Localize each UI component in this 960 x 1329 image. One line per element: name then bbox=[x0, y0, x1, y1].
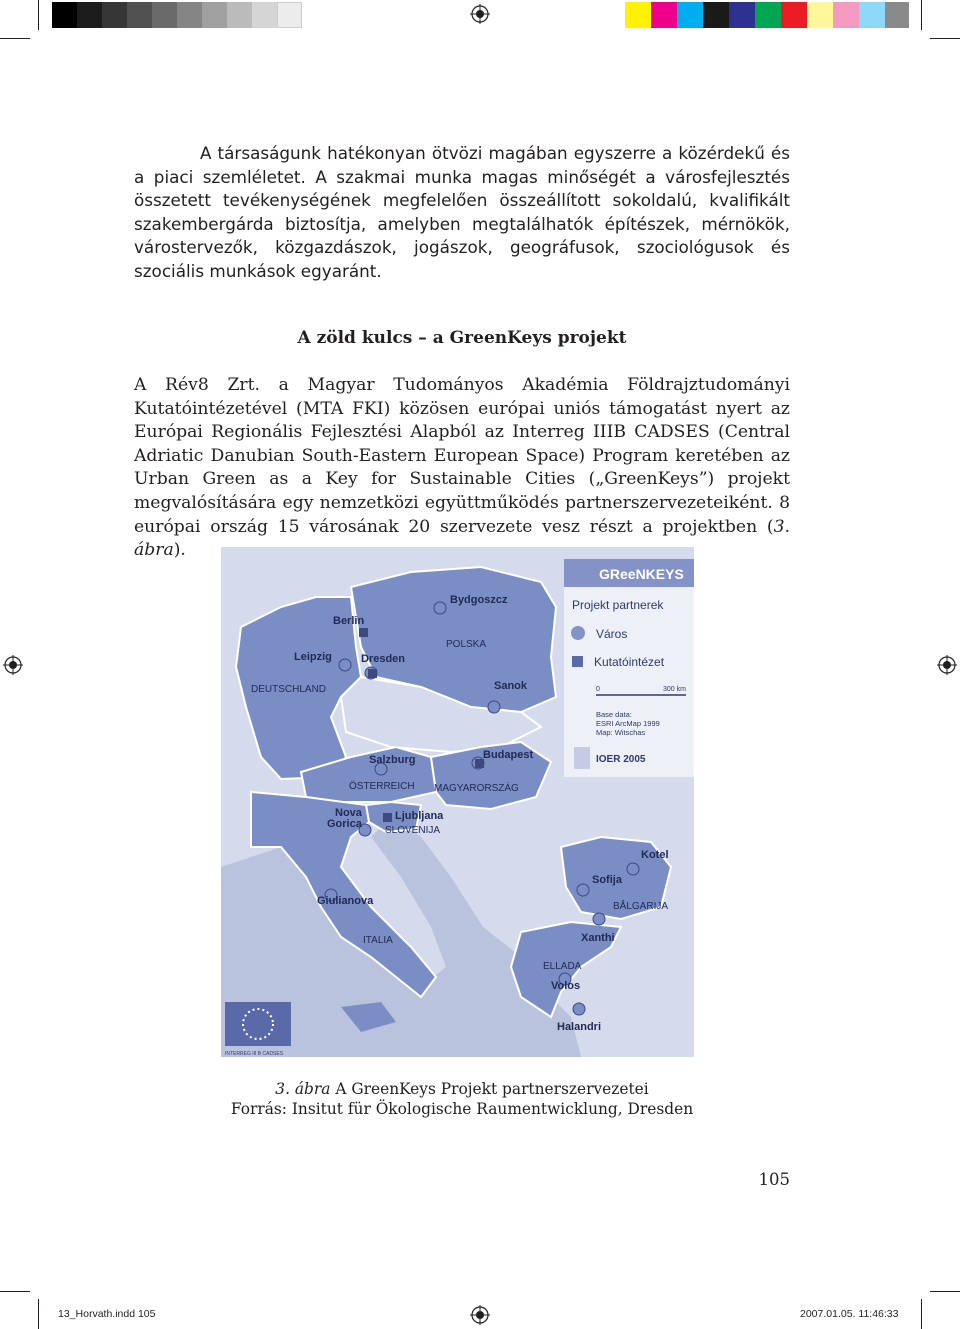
color-swatch bbox=[729, 2, 755, 28]
gray-swatch bbox=[52, 2, 77, 28]
gray-swatch bbox=[77, 2, 102, 28]
gray-swatch bbox=[152, 2, 177, 28]
color-swatch bbox=[833, 2, 859, 28]
ioer-label: IOER 2005 bbox=[596, 754, 646, 765]
page-number: 105 bbox=[758, 1170, 790, 1189]
city-leipzig: Leipzig bbox=[294, 651, 332, 663]
gray-swatch bbox=[102, 2, 127, 28]
crop-mark bbox=[921, 1299, 922, 1329]
city-xanthi: Xanthi bbox=[581, 932, 615, 944]
country-slovenia: SLOVENIJA bbox=[385, 825, 441, 836]
greenkeys-partner-map bbox=[221, 547, 694, 1057]
city-marker bbox=[577, 884, 589, 896]
legend-city-label: Város bbox=[596, 627, 628, 641]
color-swatch bbox=[755, 2, 781, 28]
registration-mark-icon bbox=[3, 655, 23, 675]
city-budapest: Budapest bbox=[483, 749, 534, 761]
institute-marker bbox=[368, 669, 377, 678]
institute-legend-icon bbox=[572, 656, 583, 667]
city-sanok: Sanok bbox=[494, 680, 528, 692]
country-greece: ELLADA bbox=[543, 961, 582, 972]
intro-paragraph: A társaságunk hatékonyan ötvözi magában egyszerre a közérdekű és a piaci szemléletet. A szakmai munka magas minőségét a városfejlesztés összetett tevékenységének megfelelően összeállított sokoldalú, kvalifikált szakembergárda biztosítja, amelyben megtalálhatók építészek, mérnökök, várostervezők, közgazdászok, jogászok, geográfusok, szociológusok és szociális munkások egyaránt. bbox=[134, 143, 790, 281]
gray-swatch bbox=[177, 2, 202, 28]
slug-file: 13_Horvath.indd 105 bbox=[58, 1308, 156, 1320]
registration-mark-icon bbox=[937, 655, 957, 675]
crop-mark bbox=[0, 1291, 30, 1292]
project-paragraph bbox=[134, 374, 790, 563]
city-bydgoszcz: Bydgoszcz bbox=[450, 594, 508, 606]
city-giulianova: Giulianova bbox=[317, 895, 374, 907]
country-austria: ÖSTERREICH bbox=[349, 781, 415, 792]
figure-caption bbox=[134, 1080, 790, 1098]
city-marker bbox=[573, 1003, 585, 1015]
color-swatch bbox=[859, 2, 885, 28]
figure-reference: 3. ábra bbox=[134, 516, 790, 561]
city-halandri: Halandri bbox=[557, 1021, 602, 1033]
crop-mark bbox=[38, 1299, 39, 1329]
section-heading: A zöld kulcs – a GreenKeys projekt bbox=[297, 328, 627, 348]
registration-mark-icon bbox=[470, 4, 490, 24]
crop-mark bbox=[0, 38, 30, 39]
crop-mark bbox=[38, 0, 39, 30]
city-marker bbox=[434, 602, 446, 614]
map-source-2: ESRI ArcMap 1999 bbox=[596, 719, 660, 728]
country-italy: ITALIA bbox=[363, 935, 393, 946]
gray-swatch bbox=[277, 2, 302, 28]
crop-mark bbox=[921, 0, 922, 30]
city-salzburg: Salzburg bbox=[369, 754, 416, 766]
institute-marker bbox=[383, 813, 392, 822]
crop-mark bbox=[930, 38, 960, 39]
institute-marker bbox=[359, 628, 368, 637]
ioer-logo-icon bbox=[574, 747, 590, 769]
city-marker bbox=[339, 659, 351, 671]
legend-institute-label: Kutatóintézet bbox=[594, 655, 665, 669]
country-germany: DEUTSCHLAND bbox=[251, 684, 327, 695]
gray-swatch bbox=[252, 2, 277, 28]
city-marker bbox=[488, 701, 500, 713]
city-nova-gorica-2: Gorica bbox=[327, 818, 362, 830]
map-source-1: Base data: bbox=[596, 710, 632, 719]
slug-timestamp: 2007.01.05. 11:46:33 bbox=[800, 1308, 899, 1320]
figure-source: Forrás: Insitut für Ökologische Raumentwicklung, Dresden bbox=[230, 1100, 694, 1118]
city-legend-icon bbox=[571, 626, 585, 640]
city-nova-gorica-1: Nova bbox=[335, 807, 362, 819]
scale-end: 300 km bbox=[663, 686, 686, 693]
country-poland: POLSKA bbox=[446, 639, 487, 650]
color-swatch bbox=[885, 2, 909, 28]
country-hungary: MAGYARORSZÁG bbox=[434, 783, 519, 794]
greenkeys-logo: GReeNKEYS bbox=[599, 566, 684, 582]
legend-title: Projekt partnerek bbox=[572, 598, 664, 612]
map-source-3: Map: Witschas bbox=[596, 728, 646, 737]
registration-mark-icon bbox=[470, 1305, 490, 1325]
color-swatch bbox=[677, 2, 703, 28]
city-dresden: Dresden bbox=[361, 653, 406, 665]
city-kotel: Kotel bbox=[641, 849, 669, 861]
project-paragraph-end: ). bbox=[173, 540, 186, 561]
country-bulgaria: BÅLGARIJA bbox=[613, 901, 669, 912]
scale-start: 0 bbox=[596, 686, 600, 693]
city-marker bbox=[627, 863, 639, 875]
gray-swatch bbox=[127, 2, 152, 28]
crop-mark bbox=[930, 1291, 960, 1292]
city-ljubljana: Ljubljana bbox=[395, 810, 444, 822]
figure-title: A GreenKeys Projekt partnerszervezetei bbox=[330, 1080, 649, 1098]
interreg-label: INTERREG III B CADSES bbox=[225, 1051, 284, 1057]
color-swatch bbox=[807, 2, 833, 28]
city-berlin: Berlin bbox=[333, 615, 365, 627]
color-swatch bbox=[651, 2, 677, 28]
project-paragraph-text: A Rév8 Zrt. a Magyar Tudományos Akadémia Földrajztudományi Kutatóintézetével (MTA FKI) közösen európai uniós támogatást nyert az Európai Regionális Fejlesztési Alapból az Interreg IIIB CADSES (Central Adriatic Danubian South-Eastern European Space) Program keretében az Urban Green as a Key for Sustainable Cities („GreenKeys”) projekt megvalósítására egy nemzetközi együttműködés partnerszervezeteiként. 8 európai ország 15 városának 20 szervezete vesz részt a projektben ( bbox=[134, 375, 790, 537]
gray-swatch bbox=[202, 2, 227, 28]
color-swatch bbox=[625, 2, 651, 28]
figure-number: 3. ábra bbox=[275, 1080, 331, 1098]
city-sofija: Sofija bbox=[592, 874, 622, 886]
color-swatch bbox=[703, 2, 729, 28]
gray-swatch bbox=[227, 2, 252, 28]
city-volos: Volos bbox=[551, 980, 581, 992]
city-marker bbox=[593, 913, 605, 925]
color-swatch bbox=[781, 2, 807, 28]
